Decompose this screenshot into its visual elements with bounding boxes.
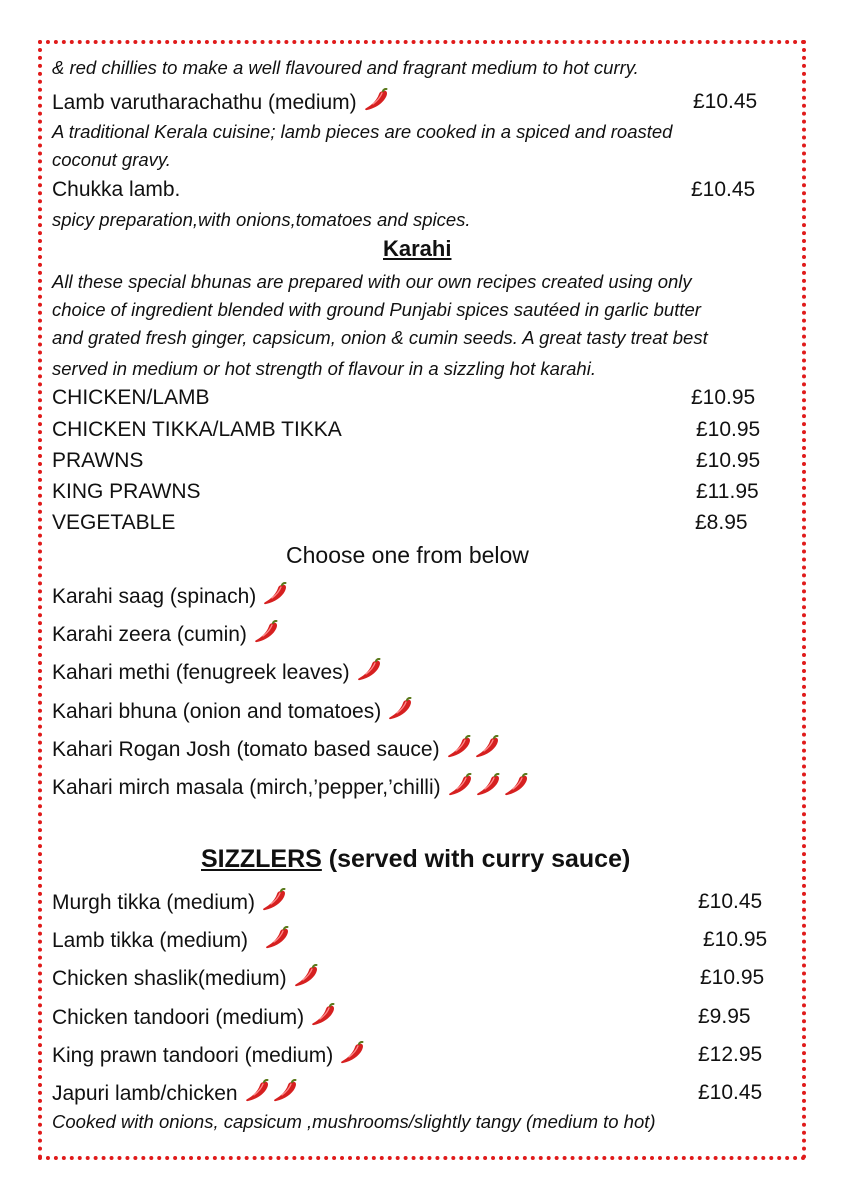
chilli-rating xyxy=(441,776,529,799)
item-price: £10.45 xyxy=(698,890,763,913)
item-description: A traditional Kerala cuisine; lamb pieces are cooked in a spiced and roasted xyxy=(52,121,673,142)
item-name: King prawn tandoori (medium) xyxy=(52,1044,334,1067)
karahi-item-price: £10.95 xyxy=(691,386,756,409)
section-description: All these special bhunas are prepared with our own recipes created using only xyxy=(52,271,692,292)
chilli-icon xyxy=(446,735,472,767)
chilli-rating xyxy=(247,623,279,646)
karahi-option xyxy=(52,658,382,690)
karahi-option xyxy=(52,620,279,652)
karahi-item-price: £11.95 xyxy=(696,480,759,503)
item-description: spicy preparation,with onions,tomatoes and spices. xyxy=(52,209,471,230)
sizzler-item xyxy=(52,1041,365,1073)
sizzler-item xyxy=(52,1003,336,1035)
chilli-rating xyxy=(255,891,287,914)
section-description: and grated fresh ginger, capsicum, onion & cumin seeds. A great tasty treat best xyxy=(52,327,708,348)
item-name: Chicken tandoori (medium) xyxy=(52,1006,305,1029)
karahi-item-price: £8.95 xyxy=(695,511,748,534)
menu-item-lamb-varutharachathu xyxy=(52,88,389,120)
chilli-icon xyxy=(387,697,413,729)
item-name: Lamb tikka (medium) xyxy=(52,929,249,952)
karahi-option xyxy=(52,582,288,614)
karahi-item-name: VEGETABLE xyxy=(52,511,176,534)
intro-description: & red chillies to make a well flavoured and fragrant medium to hot curry. xyxy=(52,57,639,78)
karahi-option xyxy=(52,697,413,729)
chilli-icon xyxy=(253,620,279,652)
item-price: £10.45 xyxy=(691,178,756,201)
chilli-rating xyxy=(304,1006,336,1029)
sizzler-item xyxy=(52,926,290,958)
chilli-rating xyxy=(350,661,382,684)
karahi-item-name: PRAWNS xyxy=(52,449,144,472)
chilli-icon xyxy=(447,773,473,805)
item-price: £12.95 xyxy=(698,1043,763,1066)
chilli-icon xyxy=(264,926,290,958)
chilli-icon xyxy=(262,582,288,614)
item-price: £10.45 xyxy=(698,1081,763,1104)
karahi-item-name: CHICKEN/LAMB xyxy=(52,386,210,409)
option-name: Kahari methi (fenugreek leaves) xyxy=(52,661,350,684)
chilli-icon xyxy=(244,1079,270,1111)
sizzler-item xyxy=(52,964,319,996)
section-description: choice of ingredient blended with ground Punjabi spices sautéed in garlic butter xyxy=(52,299,701,320)
item-name: Japuri lamb/chicken xyxy=(52,1082,238,1105)
chilli-icon xyxy=(356,658,382,690)
section-description: served in medium or hot strength of flavour in a sizzling hot karahi. xyxy=(52,358,596,379)
chilli-icon xyxy=(503,773,529,805)
option-name: Kahari Rogan Josh (tomato based sauce) xyxy=(52,738,440,761)
sizzlers-title: SIZZLERS xyxy=(201,845,322,873)
chilli-icon xyxy=(475,773,501,805)
item-price: £10.95 xyxy=(703,928,768,951)
item-name: Murgh tikka (medium) xyxy=(52,891,256,914)
option-name: Karahi zeera (cumin) xyxy=(52,623,247,646)
chilli-rating xyxy=(333,1044,365,1067)
item-price: £10.45 xyxy=(693,90,758,113)
karahi-item-price: £10.95 xyxy=(696,449,761,472)
sizzlers-subtitle: (served with curry sauce) xyxy=(328,845,631,873)
sizzlers-footer-description: Cooked with onions, capsicum ,mushrooms/slightly tangy (medium to hot) xyxy=(52,1111,656,1132)
chilli-rating xyxy=(287,967,319,990)
chilli-icon xyxy=(339,1041,365,1073)
chilli-icon xyxy=(293,964,319,996)
item-name: Chukka lamb. xyxy=(52,178,181,201)
choose-label: Choose one from below xyxy=(286,542,529,568)
chilli-icon xyxy=(474,735,500,767)
option-name: Kahari bhuna (onion and tomatoes) xyxy=(52,700,382,723)
item-price: £9.95 xyxy=(698,1005,751,1028)
karahi-item-name: KING PRAWNS xyxy=(52,480,201,503)
section-heading-sizzlers xyxy=(201,845,630,874)
chilli-icon xyxy=(363,88,389,120)
chilli-rating xyxy=(256,585,288,608)
sizzler-item xyxy=(52,1079,298,1111)
sizzler-item xyxy=(52,888,287,920)
option-name: Karahi saag (spinach) xyxy=(52,585,257,608)
item-description: coconut gravy. xyxy=(52,149,171,170)
karahi-item-name: CHICKEN TIKKA/LAMB TIKKA xyxy=(52,418,342,441)
item-name: Lamb varutharachathu (medium) xyxy=(52,91,357,114)
chilli-icon xyxy=(261,888,287,920)
section-heading-karahi: Karahi xyxy=(383,236,452,261)
option-name: Kahari mirch masala (mirch,’pepper,’chilli) xyxy=(52,776,441,799)
chilli-rating xyxy=(381,700,413,723)
karahi-option xyxy=(52,735,500,767)
chilli-rating xyxy=(357,91,389,114)
karahi-item-price: £10.95 xyxy=(696,418,761,441)
chilli-rating xyxy=(258,929,290,952)
chilli-rating xyxy=(238,1082,298,1105)
chilli-icon xyxy=(272,1079,298,1111)
chilli-icon xyxy=(310,1003,336,1035)
menu-item-chukka-lamb xyxy=(52,176,180,204)
item-name: Chicken shaslik(medium) xyxy=(52,967,287,990)
karahi-option xyxy=(52,773,529,805)
chilli-rating xyxy=(440,738,500,761)
item-price: £10.95 xyxy=(700,966,765,989)
